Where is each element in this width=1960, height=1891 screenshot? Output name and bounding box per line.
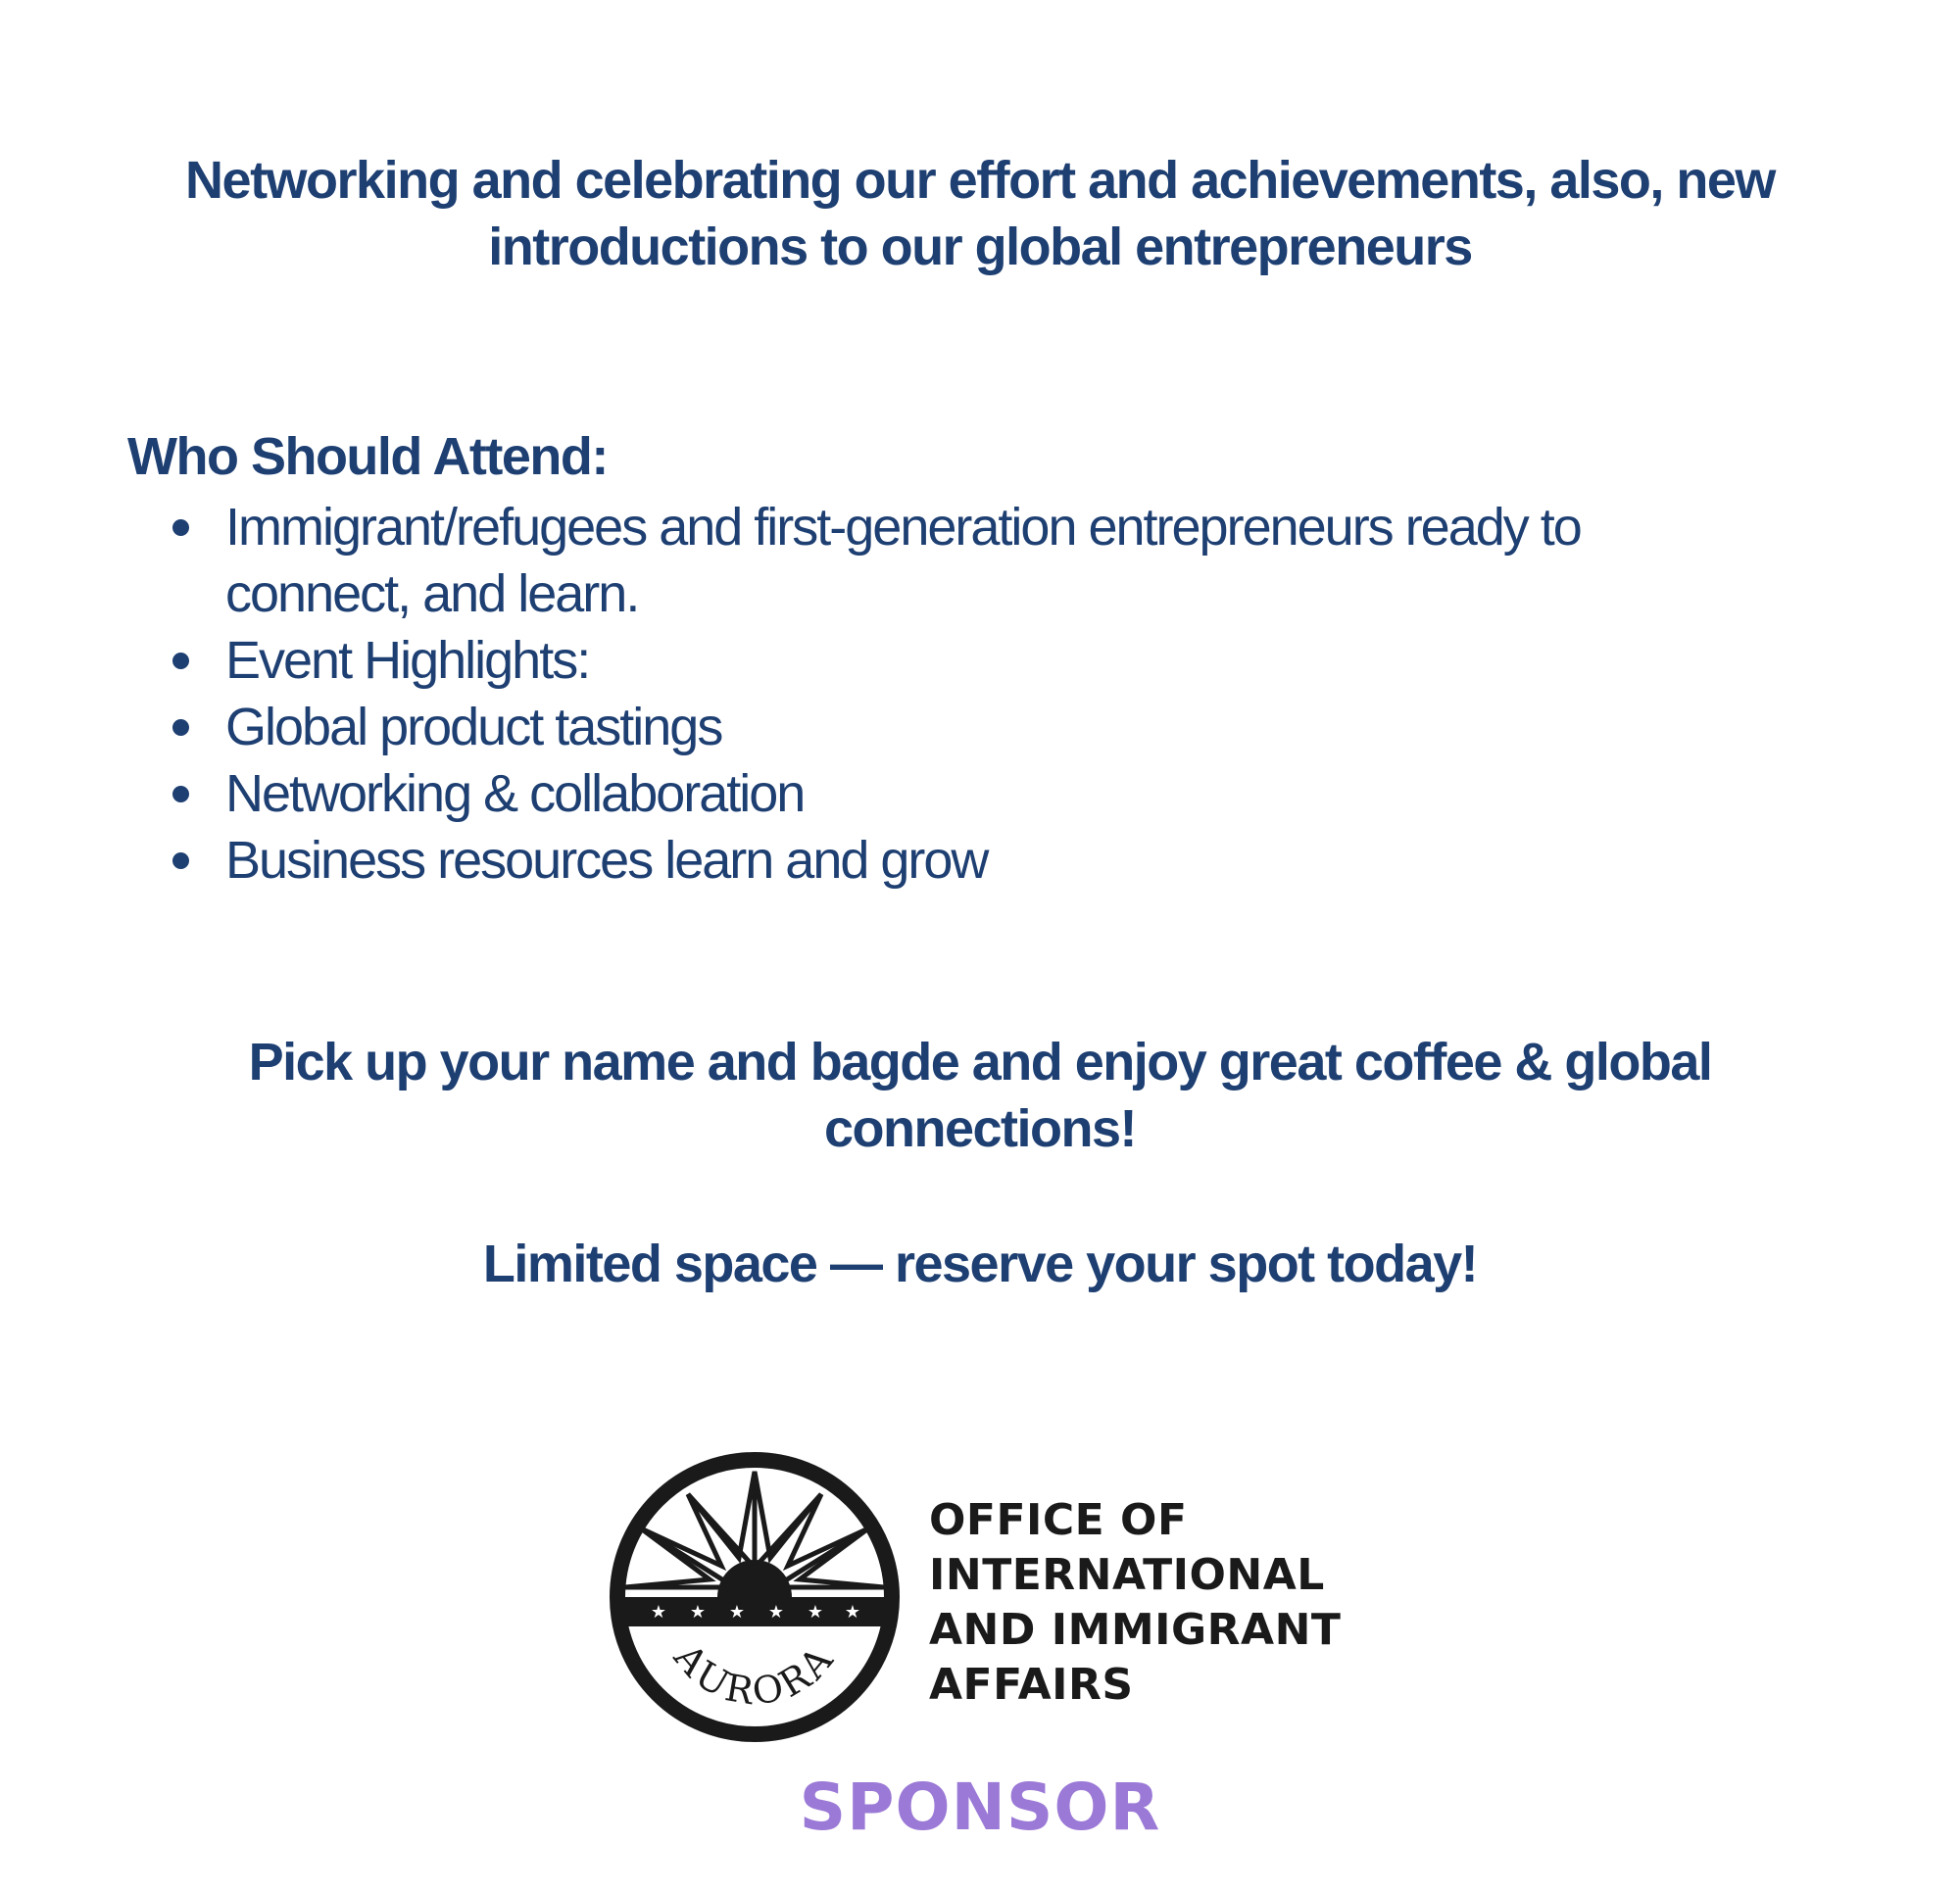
svg-text:★: ★ bbox=[728, 1602, 746, 1623]
sponsor-logo bbox=[608, 1450, 1342, 1744]
office-name bbox=[929, 1493, 1342, 1713]
list-item-text: Immigrant/refugees and first-generation entrepreneurs ready to connect, and learn. bbox=[225, 498, 1581, 623]
office-name-line: AFFAIRS bbox=[929, 1660, 1134, 1710]
pickup-text: Pick up your name and bagde and enjoy great coffee & global connections! bbox=[248, 1033, 1712, 1158]
svg-text:★: ★ bbox=[689, 1602, 707, 1623]
bullet-icon bbox=[172, 852, 189, 869]
list-item bbox=[157, 494, 1725, 627]
bullet-icon bbox=[172, 653, 189, 669]
bullet-icon bbox=[172, 786, 189, 802]
list-item-text: Global product tastings bbox=[225, 698, 722, 756]
office-name-line: AND IMMIGRANT bbox=[929, 1605, 1342, 1655]
list-item bbox=[157, 627, 1725, 694]
office-name-line: INTERNATIONAL bbox=[929, 1550, 1325, 1600]
bullet-icon bbox=[172, 719, 189, 736]
svg-text:★: ★ bbox=[807, 1602, 824, 1623]
svg-text:★: ★ bbox=[844, 1602, 861, 1623]
svg-text:★: ★ bbox=[767, 1602, 785, 1623]
limited-space-text: Limited space — reserve your spot today! bbox=[482, 1235, 1478, 1293]
who-should-attend-heading: Who Should Attend: bbox=[127, 427, 608, 486]
attend-list bbox=[157, 494, 1725, 894]
list-item-text: Business resources learn and grow bbox=[225, 831, 988, 890]
sponsor-label: SPONSOR bbox=[799, 1770, 1161, 1845]
intro-text: Networking and celebrating our effort and achievements, also, new introductions to our global entrepreneurs bbox=[185, 151, 1775, 276]
list-item bbox=[157, 760, 1725, 827]
list-item-text: Networking & collaboration bbox=[225, 764, 805, 823]
svg-text:★: ★ bbox=[650, 1602, 667, 1623]
seal-text: AURORA bbox=[665, 1635, 844, 1715]
aurora-seal-icon bbox=[608, 1450, 902, 1744]
list-item bbox=[157, 827, 1725, 894]
office-name-line: OFFICE OF bbox=[929, 1495, 1188, 1545]
list-item bbox=[157, 694, 1725, 760]
list-item-text: Event Highlights: bbox=[225, 631, 590, 690]
bullet-icon bbox=[172, 519, 189, 536]
